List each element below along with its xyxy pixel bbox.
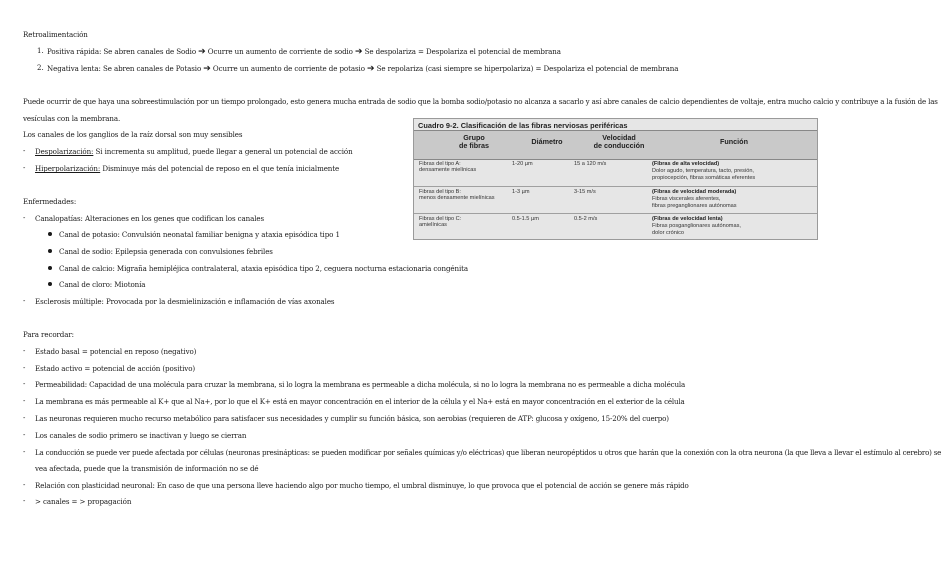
recordar-item-continuation: vea afectada, puede que la transmisión de información no se dé (35, 464, 259, 473)
bullet-dot-icon (48, 232, 52, 236)
section-title-recordar: Para recordar: (23, 330, 74, 339)
sub-item-calcio: Canal de calcio: Migraña hemipléjica contralateral, ataxia episódica tipo 2, ceguera nocturna estacionaria congénita (59, 264, 469, 273)
table-row: Fibras del tipo B: menos densamente mielínicas 1-3 µm 3-15 m/s (Fibras de velocidad moderada) Fibras viscerales aferentes, fibras preganglionares autónomas (414, 186, 817, 214)
recordar-item: La membrana es más permeable al K+ que al Na+, por lo que el K+ está en mayor concentración en el interior de la célula y el Na+ está en mayor concentración en el exterior de la célula (35, 397, 685, 406)
dash-bullet: - (23, 297, 26, 305)
section-title-retroalimentacion: Retroalimentación (23, 30, 88, 39)
sub-item-potasio: Canal de potasio: Convulsión neonatal familiar benigna y ataxia episódica tipo 1 (59, 230, 340, 239)
recordar-item: Los canales de sodio primero se inactivan y luego se cierran (35, 431, 247, 440)
sub-item-cloro: Canal de cloro: Miotonía (59, 280, 146, 289)
fibras-table (413, 118, 818, 240)
dash-bullet: - (23, 380, 26, 388)
dash-bullet: - (23, 414, 26, 422)
canalopatias-item: Canalopatías: Alteraciones en los genes que codifican los canales (35, 214, 265, 223)
table-header-cell: Grupo de fibras (459, 133, 489, 150)
dash-bullet: - (23, 448, 26, 456)
table-row: Fibras del tipo C: amielínicas 0.5-1.5 µm 0.5-2 m/s (Fibras de velocidad lenta) Fibras posganglionares autónomas, dolor crónico (419, 216, 741, 236)
table-title: Cuadro 9-2. Clasificación de las fibras nerviosas periféricas (418, 121, 628, 130)
ganglios-title: Los canales de los ganglios de la raíz dorsal son muy sensibles (23, 130, 243, 139)
dash-bullet: - (23, 497, 26, 505)
esclerosis-item: Esclerosis múltiple: Provocada por la desmielinización e inflamación de vías axonales (35, 297, 335, 306)
sub-item-sodio: Canal de sodio: Epilepsia generada con convulsiones febriles (59, 247, 273, 256)
recordar-item: > canales = > propagación (35, 497, 132, 506)
paragraph-line: Puede ocurrir de que haya una sobreestimulación por un tiempo prolongado, esto genera mucha entrada de sodio que la bomba sodio/potasio no alcanza a sacarlo y así abre canales de calcio dependientes de voltaje, entra mucho calcio y contribuye a la fusión de las (23, 97, 938, 106)
paragraph-line: vesículas con la membrana. (23, 114, 121, 123)
list-item-positiva: Positiva rápida: Se abren canales de Sodio ➔ Ocurre un aumento de corriente de sodio ➔ Se despolariza = Despolariza el potencial de membrana (47, 47, 561, 57)
dash-bullet: - (23, 364, 26, 372)
arrow-right-icon: ➔ (203, 64, 211, 74)
dash-bullet: - (23, 347, 26, 355)
dash-bullet: - (23, 147, 26, 155)
arrow-right-icon: ➔ (367, 64, 375, 74)
dash-bullet: - (23, 431, 26, 439)
recordar-item: Permeabilidad: Capacidad de una molécula para cruzar la membrana, si lo logra la membrana es permeable a dicha molécula, si no lo logra la membrana no es permeable a dicha molécula (35, 380, 686, 389)
recordar-item: Estado basal = potencial en reposo (negativo) (35, 347, 197, 356)
arrow-right-icon: ➔ (355, 47, 363, 57)
recordar-item: Relación con plasticidad neuronal: En caso de que una persona lleve haciendo algo por mucho tiempo, el umbral disminuye, lo que provoca que el potencial de acción se genere más rápido (35, 481, 689, 490)
dash-bullet: - (23, 397, 26, 405)
bullet-dot-icon (48, 249, 52, 253)
table-row: Fibras del tipo A: densamente mielínicas 1-20 µm 15 a 120 m/s (Fibras de alta velocidad) Dolor agudo, temperatura, tacto, presión, propiocepción, fibras somáticas eferentes (414, 159, 817, 187)
recordar-item: Las neuronas requieren mucho recurso metabólico para satisfacer sus necesidades y cumplir su función básica, son aerobias (requieren de ATP: glucosa y oxígeno, 15-20% del cuerpo) (35, 414, 669, 423)
recordar-item: Estado activo = potencial de acción (positivo) (35, 364, 196, 373)
section-title-enfermedades: Enfermedades: (23, 197, 77, 206)
table-header-cell: Diámetro (531, 137, 563, 146)
list-number: 2. (37, 64, 44, 72)
depolarizacion-item: Despolarización: Si incrementa su amplitud, puede llegar a general un potencial de acción (35, 147, 353, 156)
bullet-dot-icon (48, 282, 52, 286)
recordar-item: La conducción se puede ver puede afectada por células (neuronas presinápticas: se pueden modificar por señales químicas y/o eléctricas) que liberan neuropéptidos u otros que harán que la conexión con la otra neurona (la que lleva a llevar el estímulo al cerebro) se (35, 448, 941, 457)
dash-bullet: - (23, 214, 26, 222)
list-number: 1. (37, 47, 44, 55)
dash-bullet: - (23, 164, 26, 172)
dash-bullet: - (23, 481, 26, 489)
hiperpolarizacion-item: Hiperpolarización: Disminuye más del potencial de reposo en el que tenía inicialmente (35, 164, 340, 173)
table-header (414, 130, 817, 160)
table-header-cell: Velocidad de conducción (593, 133, 645, 150)
list-item-negativa: Negativa lenta: Se abren canales de Potasio ➔ Ocurre un aumento de corriente de potasio ➔ Se repolariza (casi siempre se hiperpolariza) = Despolariza el potencial de membrana (47, 64, 679, 74)
arrow-right-icon: ➔ (198, 47, 206, 57)
table-header-cell: Función (720, 137, 748, 146)
bullet-dot-icon (48, 266, 52, 270)
